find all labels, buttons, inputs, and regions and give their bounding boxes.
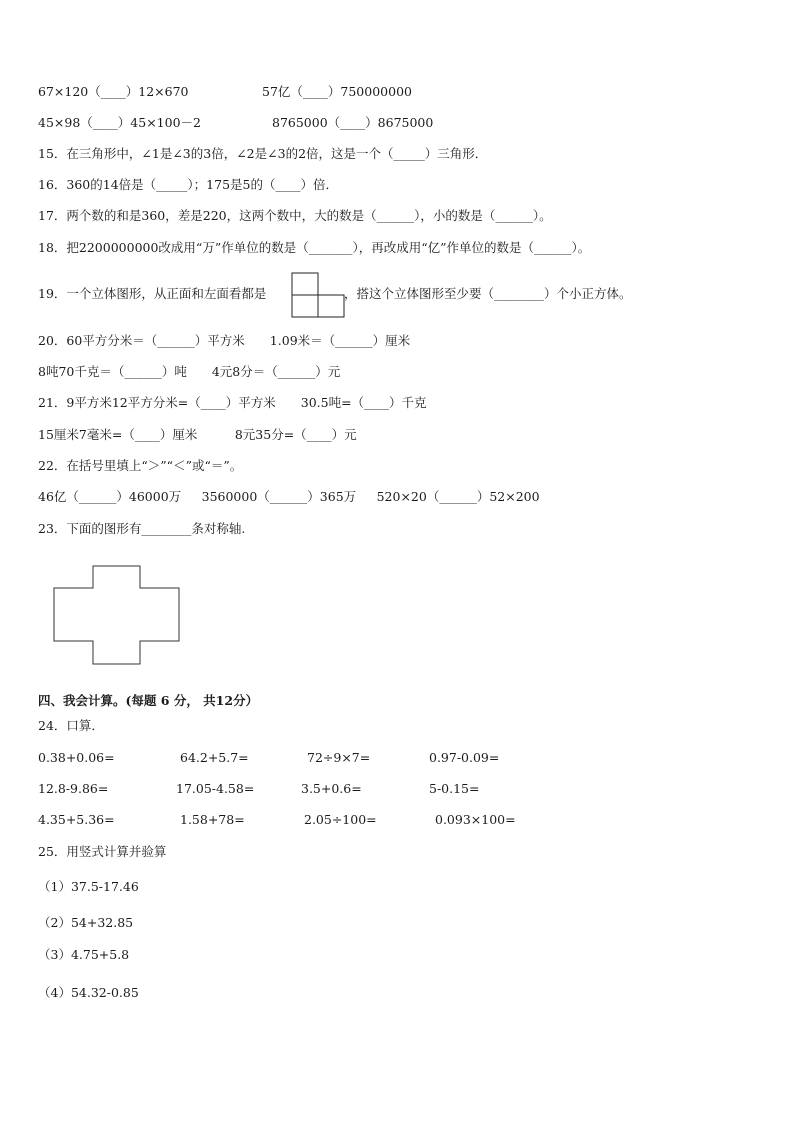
question-23: 23．下面的图形有________条对称轴. (38, 521, 246, 536)
view-figure-icon (291, 272, 345, 318)
question-19-start: 19．一个立体图形，从正面和左面看都是 (38, 286, 267, 301)
question-19-end: ，搭这个立体图形至少要（________）个小正方体。 (344, 286, 632, 301)
question-20b: 8吨70千克＝（______）吨 4元8分＝（______）元 (38, 364, 341, 379)
calc-item: 0.97-0.09= (429, 750, 500, 765)
question-20a: 20．60平方分米＝（______）平方米 1.09米＝（______）厘米 (38, 333, 411, 348)
calc-item: 5-0.15= (429, 781, 480, 796)
question-24-title: 24．口算． (38, 718, 104, 733)
question-18: 18．把2200000000改成用“万”作单位的数是（_______），再改成用“亿”作单位的数是（______）。 (38, 240, 591, 255)
q14-compare-1: 67×120（____）12×670 (38, 84, 189, 99)
question-25-title: 25．用竖式计算并验算 (38, 844, 167, 859)
vertical-calc-item: （4）54.32-0.85 (38, 985, 139, 1000)
question-21b: 15厘米7毫米=（____）厘米 8元35分=（____）元 (38, 427, 357, 442)
vertical-calc-item: （2）54+32.85 (38, 915, 134, 930)
section-4-heading: 四、我会计算。(每题 6 分， 共12分） (38, 693, 259, 708)
q14-compare-2: 57亿（____）750000000 (262, 84, 412, 99)
calc-item: 12.8-9.86= (38, 781, 109, 796)
calc-item: 4.35+5.36= (38, 812, 115, 827)
vertical-calc-item: （1）37.5-17.46 (38, 879, 139, 894)
calc-item: 0.38+0.06= (38, 750, 115, 765)
vertical-calc-item: （3）4.75+5.8 (38, 947, 130, 962)
q14-compare-3: 45×98（____）45×100－2 (38, 115, 201, 130)
calc-item: 2.05÷100= (304, 812, 377, 827)
calc-item: 0.093×100= (435, 812, 516, 827)
cross-shape-figure (53, 565, 181, 665)
calc-item: 72÷9×7= (307, 750, 371, 765)
question-22: 22．在括号里填上“＞”“＜”或“＝”。 (38, 458, 243, 473)
question-15: 15．在三角形中，∠1是∠3的3倍，∠2是∠3的2倍，这是一个（_____）三角形． (38, 146, 488, 161)
calc-item: 64.2+5.7= (180, 750, 249, 765)
q14-compare-4: 8765000（____）8675000 (272, 115, 434, 130)
question-21a: 21．9平方米12平方分米=（____）平方米 30.5吨=（____）千克 (38, 395, 427, 410)
calc-item: 1.58+78= (180, 812, 245, 827)
question-22-items: 46亿（______）46000万 3560000（______）365万 520×20（______）52×200 (38, 489, 540, 504)
calc-item: 3.5+0.6= (301, 781, 362, 796)
question-16: 16．360的14倍是（_____）；175是5的（____）倍． (38, 177, 338, 192)
calc-item: 17.05-4.58= (176, 781, 255, 796)
question-17: 17．两个数的和是360，差是220，这两个数中，大的数是（______），小的数是（______）。 (38, 208, 552, 223)
